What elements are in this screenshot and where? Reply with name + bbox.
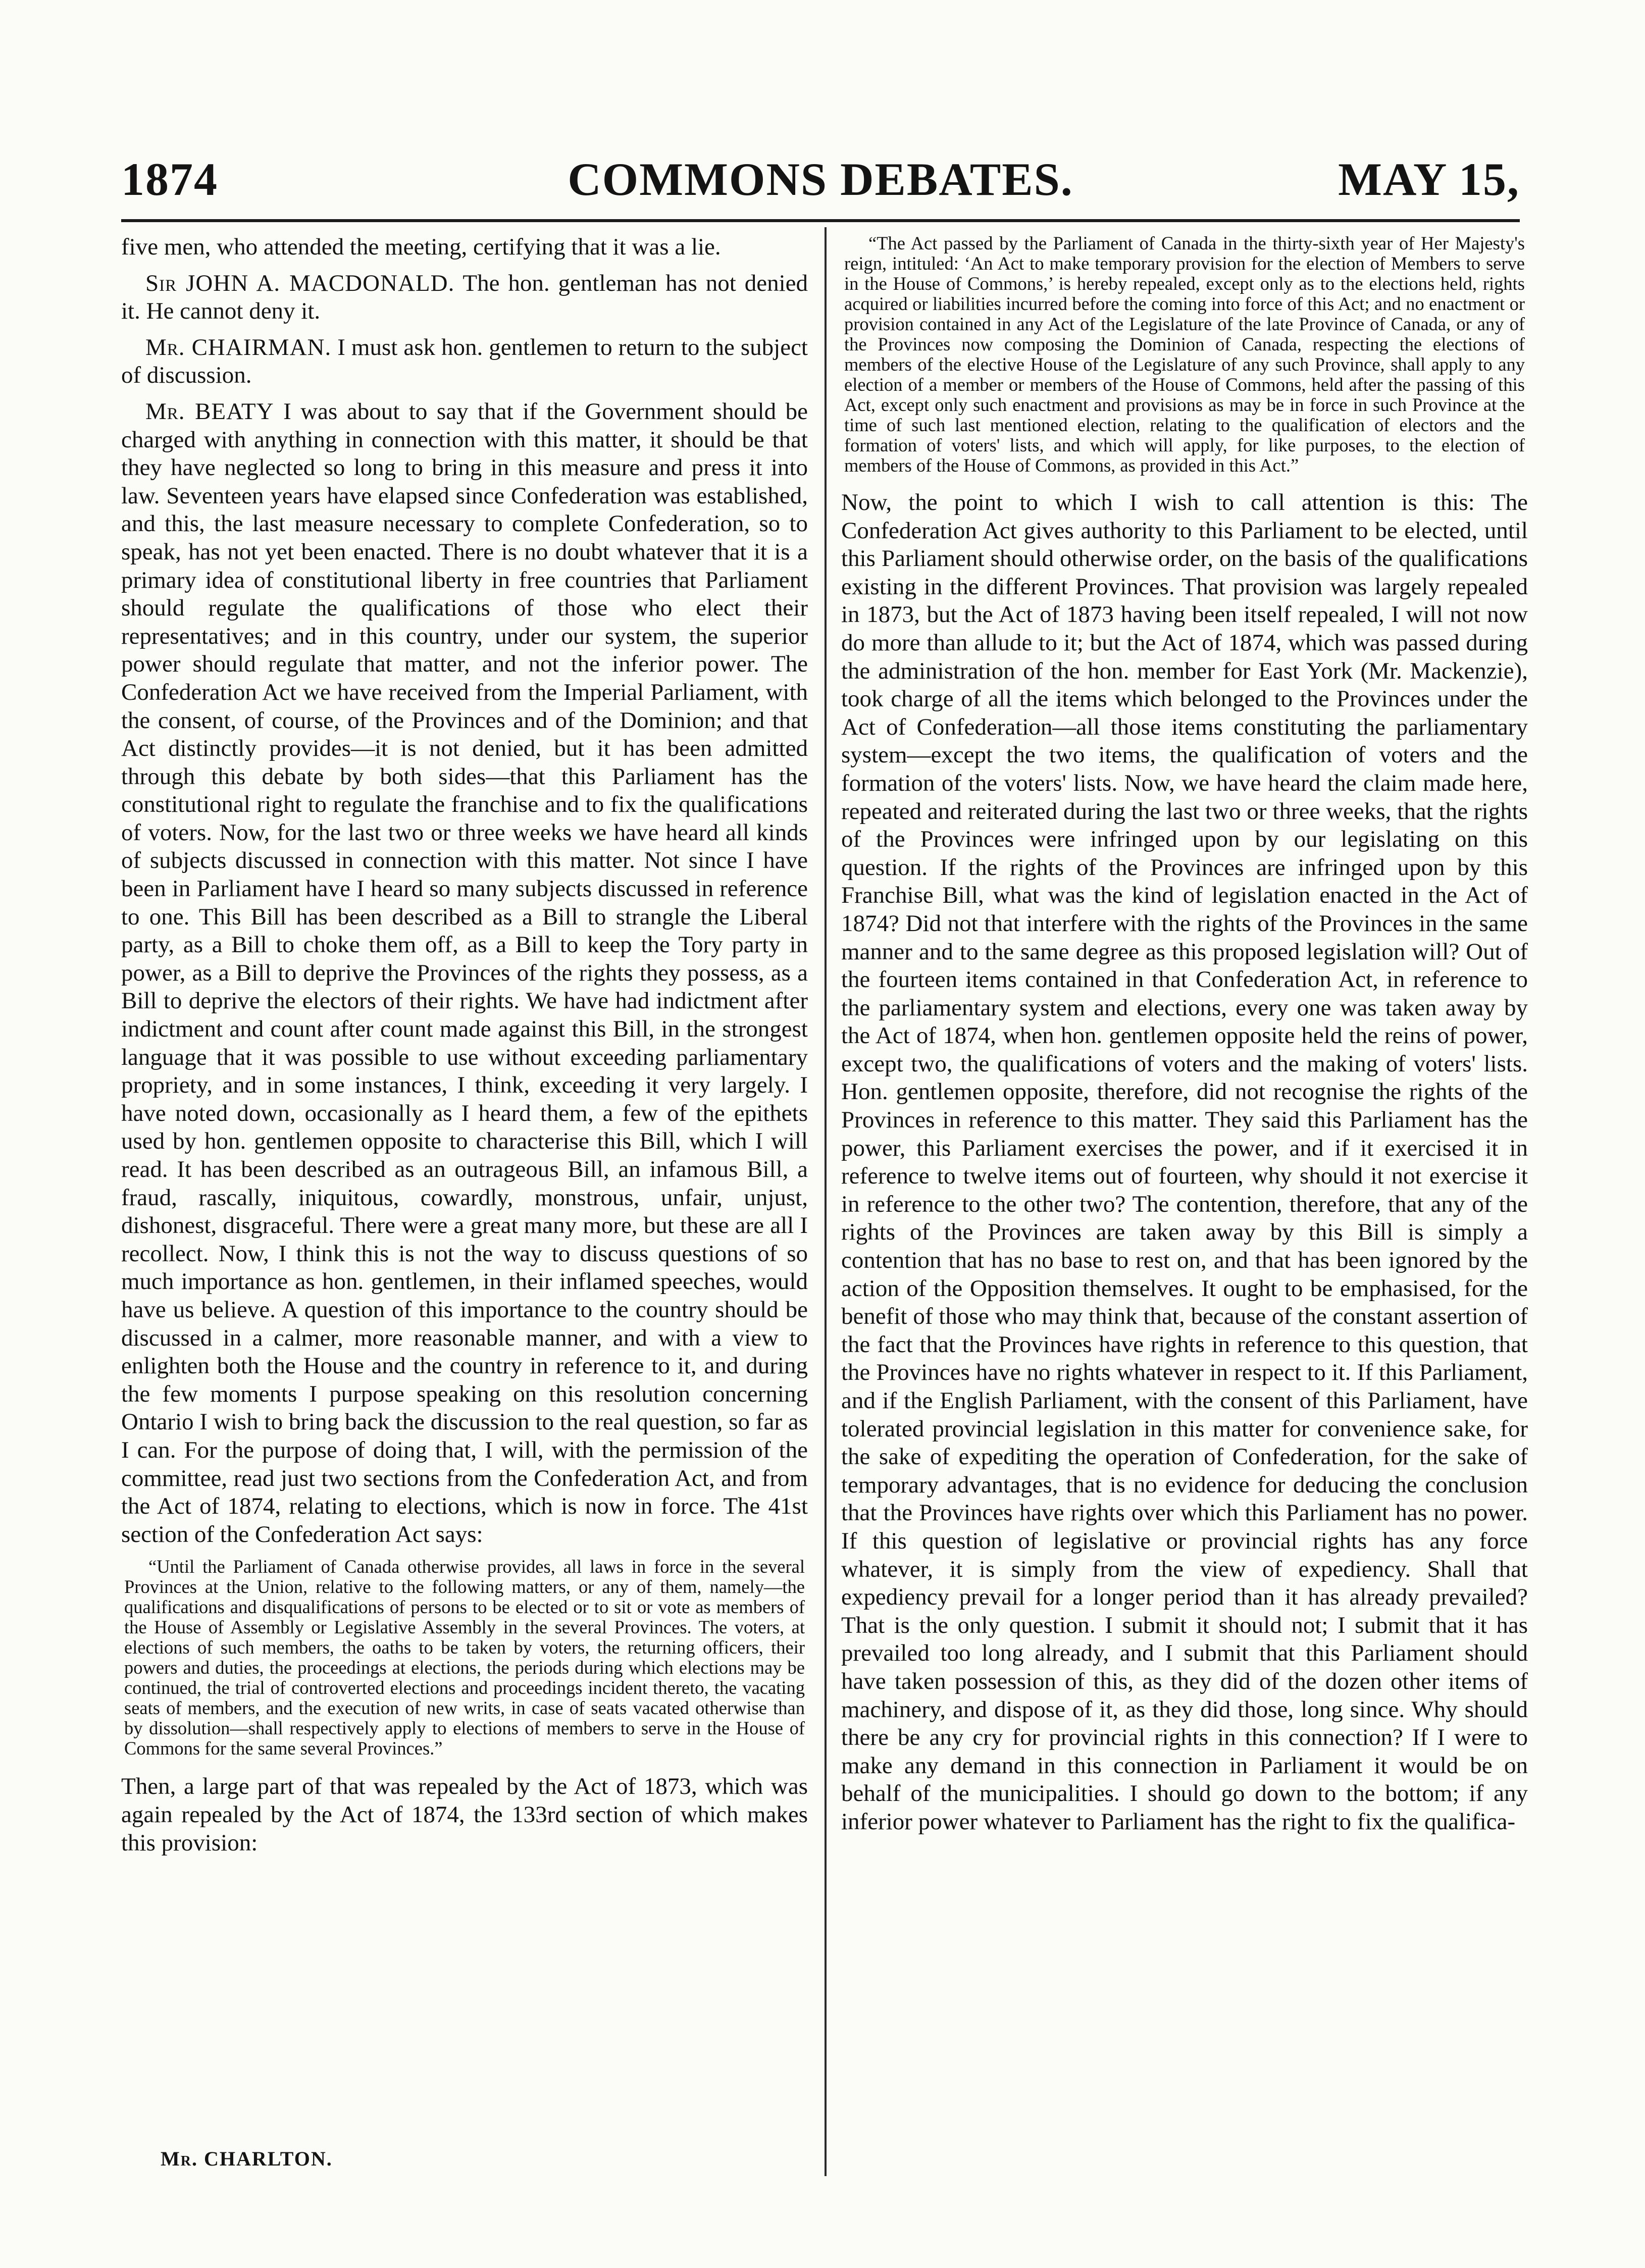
publication-title: COMMONS DEBATES.: [568, 153, 1073, 205]
block-quote: “The Act passed by the Parliament of Canada in the thirty-sixth year of Her Majesty's reign, intituled: ‘An Act to make temporary provision for the election of Members to serve in the House of Commons,’ is hereby repealed, except only as to the elections held, rights acquired or liabilities incurred before the coming into force of this Act; and no enactment or provision contained in any Act of the Legislature of the late Province of Canada, or any of the Provinces now composing the Dominion of Canada, respecting the elections of members of the elective House of the Legislature of any such Province, shall apply to any election of a member or members of the House of Commons, held after the passing of this Act, except only such enactment and provisions as may be in force in such Province at the time of such last mentioned election, relating to the qualification of electors and the formation of voters' lists, and which will apply, for like purposes, to the election of members of the House of Commons, as provided in this Act.”: [844, 233, 1525, 476]
left-column: [121, 233, 808, 1865]
page-header: [121, 147, 1520, 223]
page-date: MAY 15,: [1338, 153, 1520, 205]
speech-text: I must ask hon. gentlemen to return to the subject of discussion.: [121, 334, 808, 389]
speech-text: The hon. gentleman has not denied it. He cannot deny it.: [121, 270, 808, 325]
paragraph: [121, 398, 808, 1549]
speaker-name: Mr. CHAIRMAN.: [145, 334, 332, 360]
paragraph: [121, 334, 808, 390]
column-divider: [825, 227, 827, 2176]
speaker-name: Sir JOHN A. MACDONALD.: [145, 270, 455, 296]
footer-signature: Mr. CHARLTON.: [161, 2147, 333, 2170]
paragraph: [121, 270, 808, 326]
speech-text: I was about to say that if the Government should be charged with anything in connection with this matter, it should be that they have neglected so long to bring in this measure and press it into law. Seventeen years have elapsed since Confederation was established, and this, the last measure necessary to complete Confederation, so to speak, has not yet been enacted. There is no doubt whatever that it is a primary idea of constitutional liberty in free countries that Parliament should regulate the qualifications of those who elect their representatives; and in this country, under our system, the superior power should regulate that matter, and not the inferior power. The Confederation Act we have received from the Imperial Parliament, with the consent, of course, of the Provinces and of the Dominion; and that Act distinctly provides—it is not denied, but it has been admitted through this debate by both sides—that this Parliament has the constitutional right to regulate the franchise and to fix the qualifications of voters. Now, for the last two or three weeks we have heard all kinds of subjects discussed in connection with this matter. Not since I have been in Parliament have I heard so many subjects discussed in reference to one. This Bill has been described as a Bill to strangle the Liberal party, as a Bill to choke them off, as a Bill to keep the Tory party in power, as a Bill to deprive the Provinces of the rights they possess, as a Bill to deprive the electors of their rights. We have had indictment after indictment and count after count made against this Bill, in the strongest language that it was possible to use without exceeding parliamentary propriety, and in some instances, I think, exceeding it very largely. I have noted down, occasionally as I heard them, a few of the epithets used by hon. gentlemen opposite to characterise this Bill, which I will read. It has been described as an outrageous Bill, an infamous Bill, a fraud, rascally, iniquitous, cowardly, monstrous, unfair, unjust, dishonest, disgraceful. There were a great many more, but these are all I recollect. Now, I think this is not the way to discuss questions of so much importance as hon. gentlemen, in their inflamed speeches, would have us believe. A question of this importance to the country should be discussed in a calmer, more reasonable manner, and with a view to enlighten both the House and the country in reference to it, and during the few moments I purpose speaking on this resolution concerning Ontario I wish to bring back the discussion to the real question, so far as I can. For the purpose of doing that, I will, with the permission of the committee, read just two sections from the Confederation Act, and from the Act of 1874, relating to elections, which is now in force. The 41st section of the Confederation Act says:: [121, 398, 808, 1548]
block-quote: “Until the Parliament of Canada otherwise provides, all laws in force in the several Provinces at the Union, relative to the following matters, or any of them, namely—the qualifications and disqualifications of persons to be elected or to sit or vote as members of the House of Assembly or Legislative Assembly in the several Provinces. The voters, at elections of such members, the oaths to be taken by voters, the returning officers, their powers and duties, the proceedings at elections, the periods during which elections may be continued, the trial of controverted elections and proceedings incident thereto, the vacating seats of members, and the execution of new writs, in case of seats vacated otherwise than by dissolution—shall respectively apply to elections of members to serve in the House of Commons for the same several Provinces.”: [124, 1556, 805, 1759]
page-number: 1874: [121, 153, 218, 205]
paragraph: five men, who attended the meeting, certifying that it was a lie.: [121, 234, 721, 260]
paragraph: Now, the point to which I wish to call attention is this: The Confederation Act gives authority to this Parliament to be elected, until this Parliament should otherwise order, on the basis of the qualifications existing in the different Provinces. That provision was largely repealed in 1873, but the Act of 1873 having been itself repealed, I will not now do more than allude to it; but the Act of 1874, which was passed during the administration of the hon. member for East York (Mr. Mackenzie), took charge of all the items which belonged to the Provinces under the Act of Confederation—all those items constituting the parliamentary system—except the two items, the qualification of voters and the formation of the voters' lists. Now, we have heard the claim made here, repeated and reiterated during the last two or three weeks, that the rights of the Provinces were infringed upon by our legislating on this question. If the rights of the Provinces are infringed upon by this Franchise Bill, what was the kind of legislation enacted in the Act of 1874? Did not that interfere with the rights of the Provinces in the same manner and to the same degree as this proposed legislation will? Out of the fourteen items contained in that Confederation Act, in reference to the parliamentary system and elections, every one was taken away by the Act of 1874, when hon. gentlemen opposite held the reins of power, except two, the qualifications of voters and the making of voters' lists. Hon. gentlemen opposite, therefore, did not recognise the rights of the Provinces in reference to this matter. They said this Parliament has the power, this Parliament exercises the power, and if it exercised it in reference to twelve items out of fourteen, why should it not exercise it in reference to the other two? The contention, therefore, that any of the rights of the Provinces are taken away by this Bill is simply a contention that has no base to rest on, and that has been ignored by the action of the Opposition themselves. It ought to be emphasised, for the benefit of those who may think that, because of the constant assertion of the fact that the Provinces have rights in reference to this question, that the Provinces have no rights whatever in respect to it. If this Parliament, and if the English Parliament, with the consent of this Parliament, have tolerated provincial legislation in this matter for convenience sake, for the sake of expediting the operation of Confederation, for the sake of temporary advantages, that is no evidence for deducing the conclusion that the Provinces have rights over which this Parliament has no power. If this question of legislative or provincial rights has any force whatever, it is simply from the view of expediency. Shall that expediency prevail for a longer period than it has already prevailed? That is the only question. I submit it should not; I submit that it has prevailed too long already, and I submit that this Parliament should have taken possession of this, as they did of the dozen other items of machinery, and dispose of it, as they did those, long since. Why should there be any cry for provincial rights in this connection? If I were to make any demand in this connection in Parliament it would be on behalf of the municipalities. I should go down to the bottom; if any inferior power whatever to Parliament has the right to fix the qualifica-: [841, 489, 1528, 1835]
right-column: [841, 233, 1528, 1844]
header-rule: [121, 219, 1520, 222]
paragraph: Then, a large part of that was repealed by the Act of 1873, which was again repealed by the Act of 1874, the 133rd section of which makes this provision:: [121, 1773, 808, 1856]
speaker-name: Mr. BEATY: [145, 398, 274, 425]
